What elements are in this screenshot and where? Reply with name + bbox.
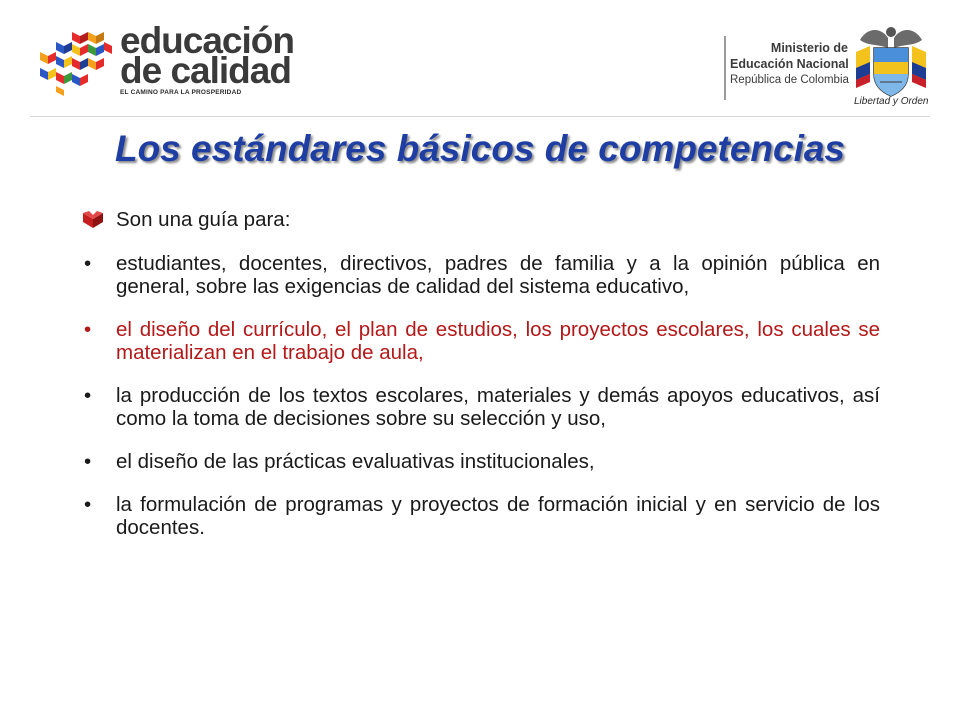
ministry-line-2: Educación Nacional	[730, 57, 849, 71]
slide-title: Los estándares básicos de competencias	[114, 128, 846, 169]
ministry-name	[730, 40, 848, 88]
education-quality-logo	[34, 20, 294, 106]
brand-wordmark	[120, 20, 294, 96]
bullet-glyph: •	[84, 318, 92, 341]
bullet-glyph: •	[84, 493, 92, 516]
ministry-line-3: República de Colombia	[730, 74, 849, 86]
list-item	[80, 252, 880, 298]
list-item	[80, 318, 880, 364]
bullet-glyph: •	[84, 384, 92, 407]
list-item-text: la producción de los textos escolares, materiales y demás apoyos educativos, así como la toma de decisiones sobre su selección y uso,	[116, 384, 880, 430]
header-divider	[30, 116, 930, 117]
list-item-text: estudiantes, docentes, directivos, padres de familia y a la opinión pública en general, sobre las exigencias de calidad del sistema educativo,	[116, 252, 880, 298]
list-item	[80, 384, 880, 430]
list-item-text: el diseño de las prácticas evaluativas institucionales,	[116, 450, 595, 473]
intro-line	[80, 208, 880, 231]
brand-tagline: EL CAMINO PARA LA PROSPERIDAD	[120, 89, 242, 96]
bullet-glyph: •	[84, 252, 92, 275]
ministry-divider	[724, 36, 726, 100]
ministry-line-1: Ministerio de	[770, 41, 848, 55]
brand-line-1: educación	[120, 20, 294, 61]
bullet-glyph: •	[84, 450, 92, 473]
list-item-text: el diseño del currículo, el plan de estudios, los proyectos escolares, los cuales se materializan en el trabajo de aula,	[116, 318, 880, 364]
motto-text: Libertad y Orden	[854, 96, 929, 107]
coat-of-arms-icon	[852, 22, 930, 102]
list-item-text: la formulación de programas y proyectos de formación inicial y en servicio de los docentes.	[116, 493, 880, 539]
cubes-logo-icon	[34, 30, 118, 98]
brand-line-2: de calidad	[120, 50, 291, 91]
arrow-bullet-icon	[83, 211, 103, 228]
intro-text: Son una guía para:	[116, 208, 291, 231]
slide-content	[80, 208, 880, 559]
list-item	[80, 493, 880, 539]
list-item	[80, 450, 880, 473]
